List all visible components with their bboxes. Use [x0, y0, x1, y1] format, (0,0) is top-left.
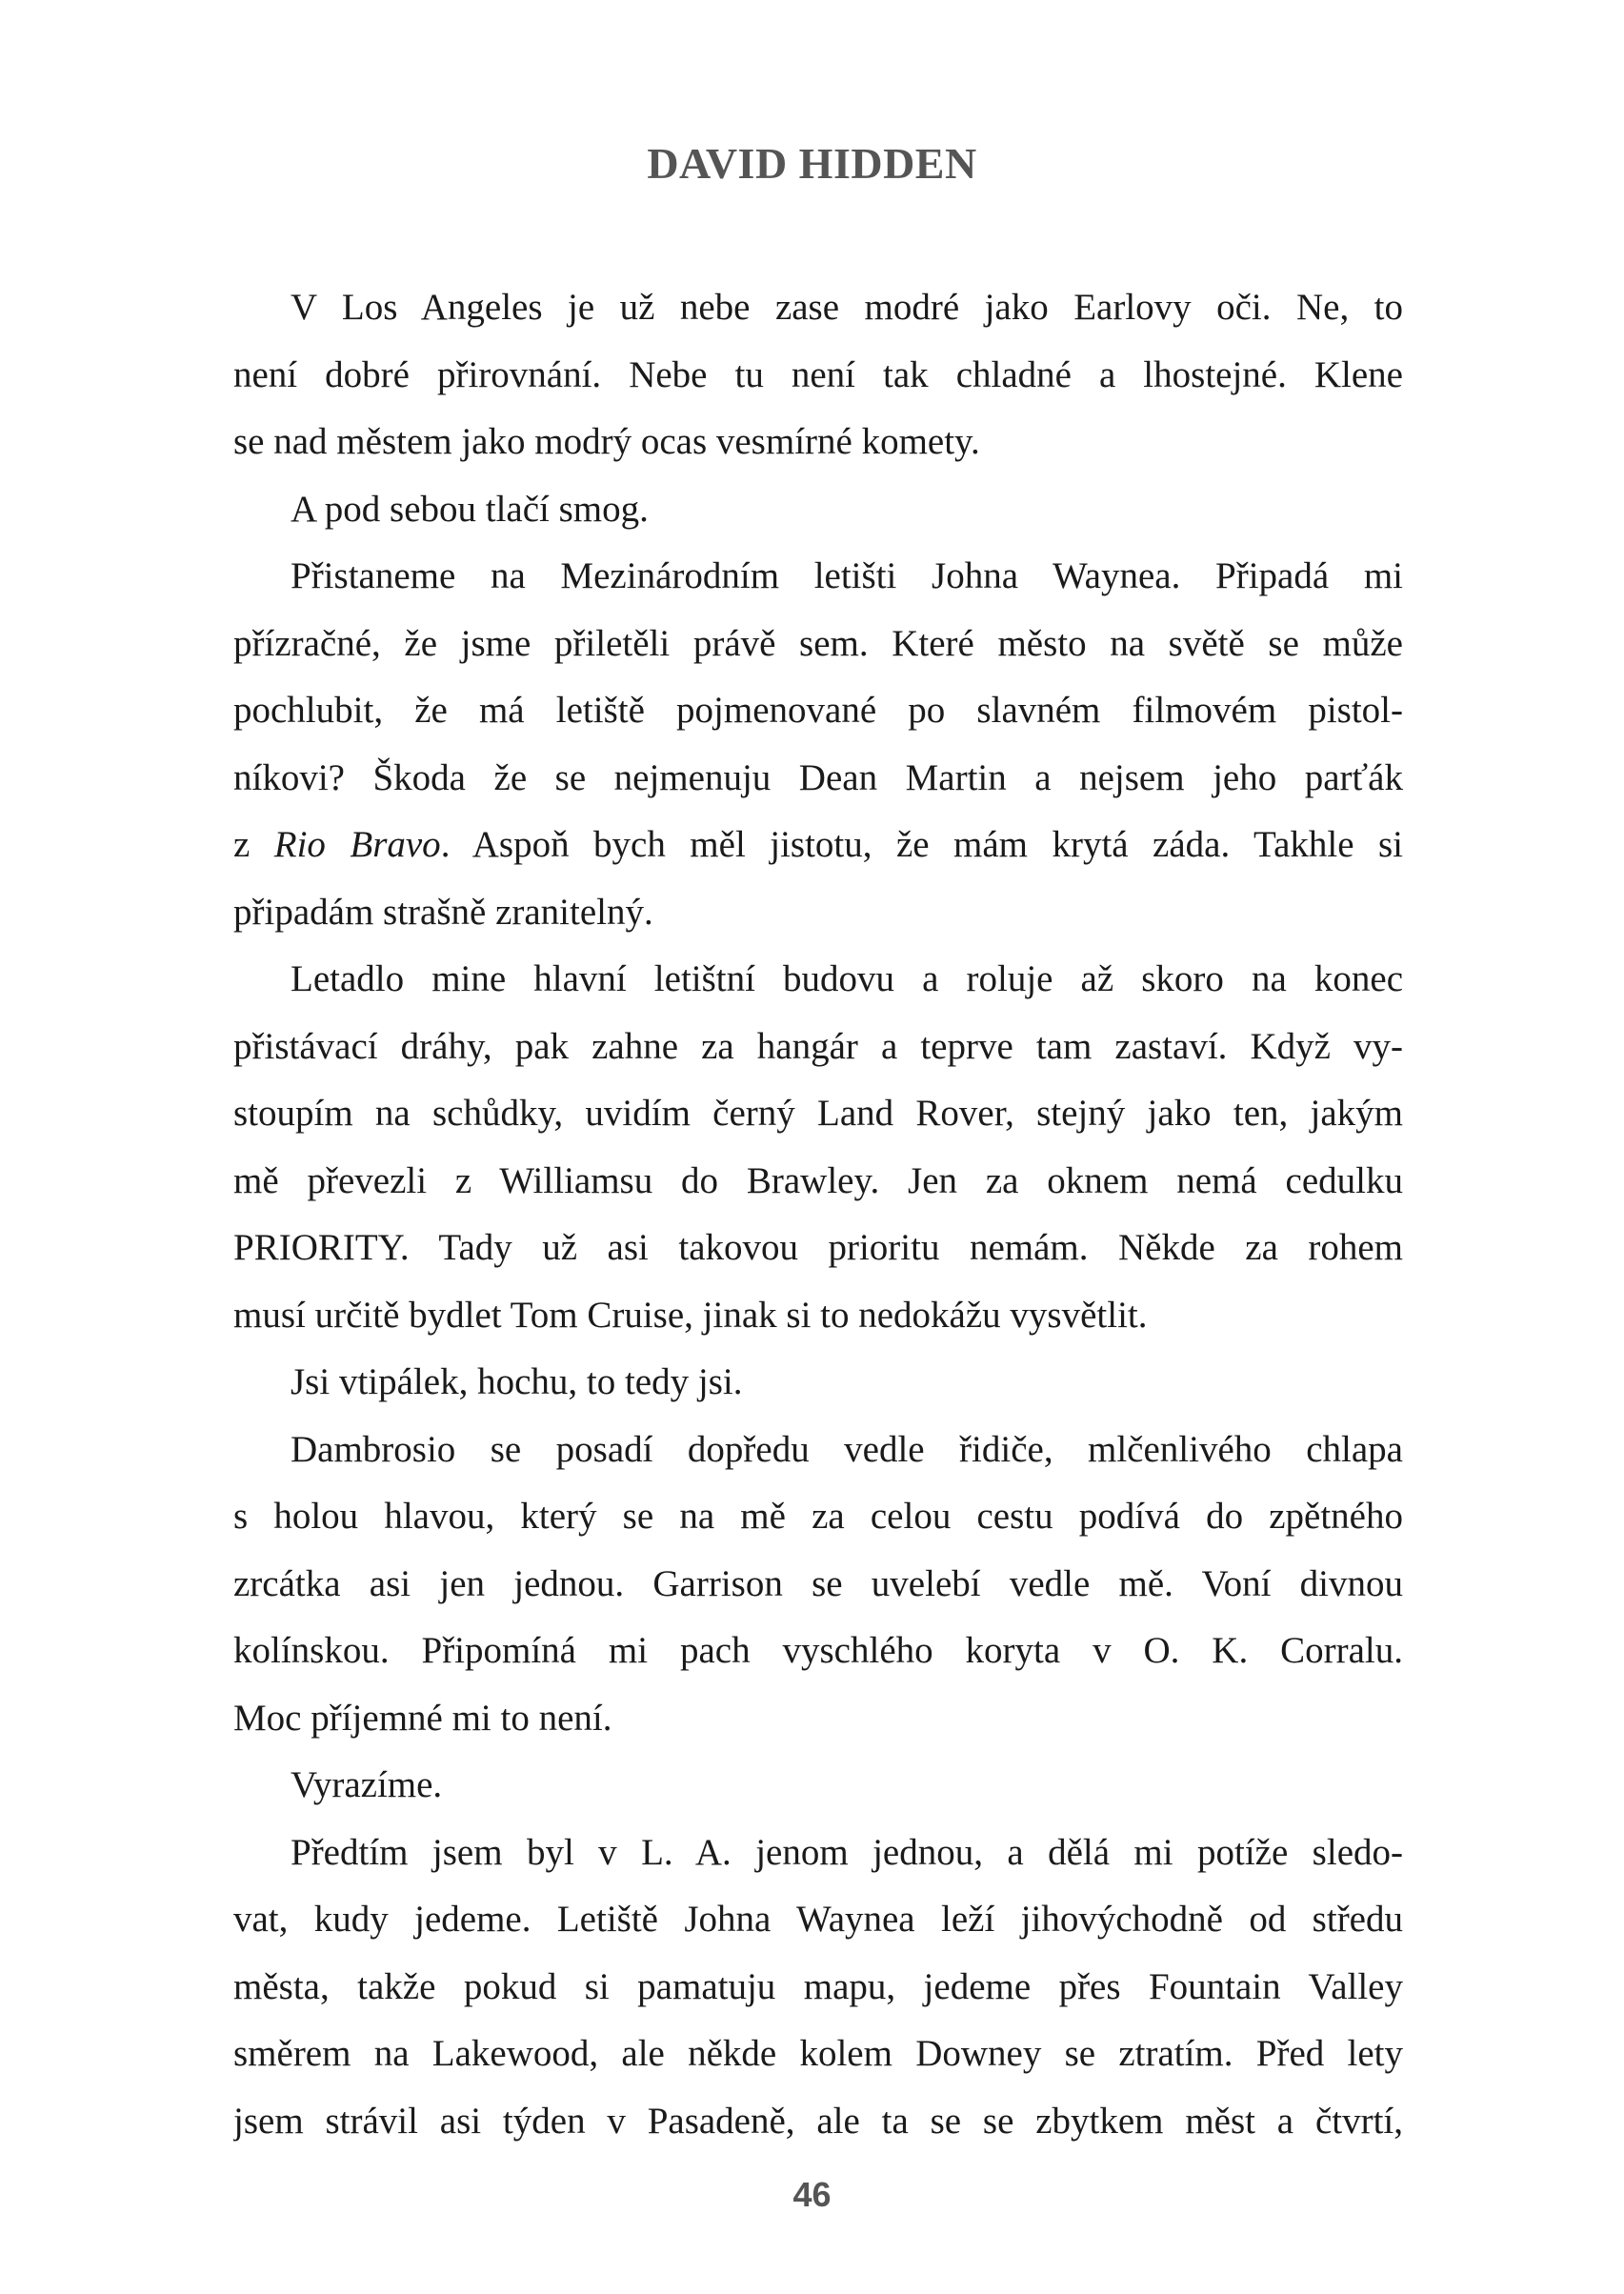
text-line: Jsi vtipálek, hochu, to tedy jsi. [291, 1361, 743, 1402]
text-line: města, takže pokud si pamatuju mapu, jedeme přes Fountain Valley [233, 1965, 1403, 2007]
text-line: není dobré přirovnání. Nebe tu není tak chladné a lhostejné. Klene [233, 353, 1403, 395]
text-line: Přistaneme na Mezinárodním letišti Johna Waynea. Připadá mi [291, 555, 1403, 596]
text-line: mě převezli z Williamsu do Brawley. Jen za oknem nemá cedulku [233, 1159, 1403, 1201]
text-line: musí určitě bydlet Tom Cruise, jinak si to nedokážu vysvětlit. [233, 1294, 1148, 1336]
text-line: Vyrazíme. [291, 1764, 443, 1805]
paragraph [233, 543, 1403, 946]
text-line: přízračné, že jsme přiletěli právě sem. Které město na světě se může [233, 622, 1403, 664]
text-line: se nad městem jako modrý ocas vesmírné komety. [233, 421, 980, 462]
running-header: DAVID HIDDEN [647, 139, 977, 188]
text-segment: . Aspoň bych měl jistotu, že mám krytá záda. Takhle si [440, 824, 1403, 865]
body-text [233, 274, 1403, 2155]
paragraph [233, 946, 1403, 1349]
paragraph [233, 274, 1403, 476]
text-line: přistávací dráhy, pak zahne za hangár a teprve tam zastaví. Když vy- [233, 1025, 1403, 1067]
text-line: Moc příjemné mi to není. [233, 1697, 612, 1739]
paragraph [233, 1417, 1403, 1753]
text-line [233, 812, 1403, 879]
paragraph [233, 1349, 1403, 1417]
text-line: stoupím na schůdky, uvidím černý Land Rover, stejný jako ten, jakým [233, 1093, 1403, 1134]
text-line: pochlubit, že má letiště pojmenované po slavném filmovém pistol- [233, 690, 1403, 731]
text-line: jsem strávil asi týden v Pasadeně, ale ta se se zbytkem měst a čtvrtí, [233, 2100, 1403, 2142]
text-line: vat, kudy jedeme. Letiště Johna Waynea leží jihovýchodně od středu [233, 1899, 1403, 1940]
text-line: s holou hlavou, který se na mě za celou cestu podívá do zpětného [233, 1496, 1403, 1537]
text-line: níkovi? Škoda že se nejmenuju Dean Martin a nejsem jeho parťák [233, 756, 1403, 798]
paragraph [233, 1820, 1403, 2156]
text-segment: z [233, 824, 274, 865]
paragraph [233, 476, 1403, 544]
paragraph [233, 1752, 1403, 1820]
text-line: V Los Angeles je už nebe zase modré jako Earlovy oči. Ne, to [291, 287, 1403, 328]
text-line: Letadlo mine hlavní letištní budovu a roluje až skoro na konec [291, 958, 1403, 999]
text-line: směrem na Lakewood, ale někde kolem Downey se ztratím. Před lety [233, 2033, 1403, 2074]
text-line: Dambrosio se posadí dopředu vedle řidiče, mlčenlivého chlapa [291, 1428, 1403, 1470]
text-line: PRIORITY. Tady už asi takovou prioritu nemám. Někde za rohem [233, 1227, 1403, 1268]
text-line: zrcátka asi jen jednou. Garrison se uvelebí vedle mě. Voní divnou [233, 1562, 1403, 1604]
italic-title: Rio Bravo [273, 824, 441, 865]
text-line: A pod sebou tlačí smog. [291, 488, 649, 530]
page-number: 46 [792, 2175, 832, 2214]
text-line: Předtím jsem byl v L. A. jenom jednou, a dělá mi potíže sledo- [291, 1831, 1403, 1873]
text-line: kolínskou. Připomíná mi pach vyschlého koryta v O. K. Corralu. [233, 1630, 1403, 1671]
text-line: připadám strašně zranitelný. [233, 891, 653, 933]
